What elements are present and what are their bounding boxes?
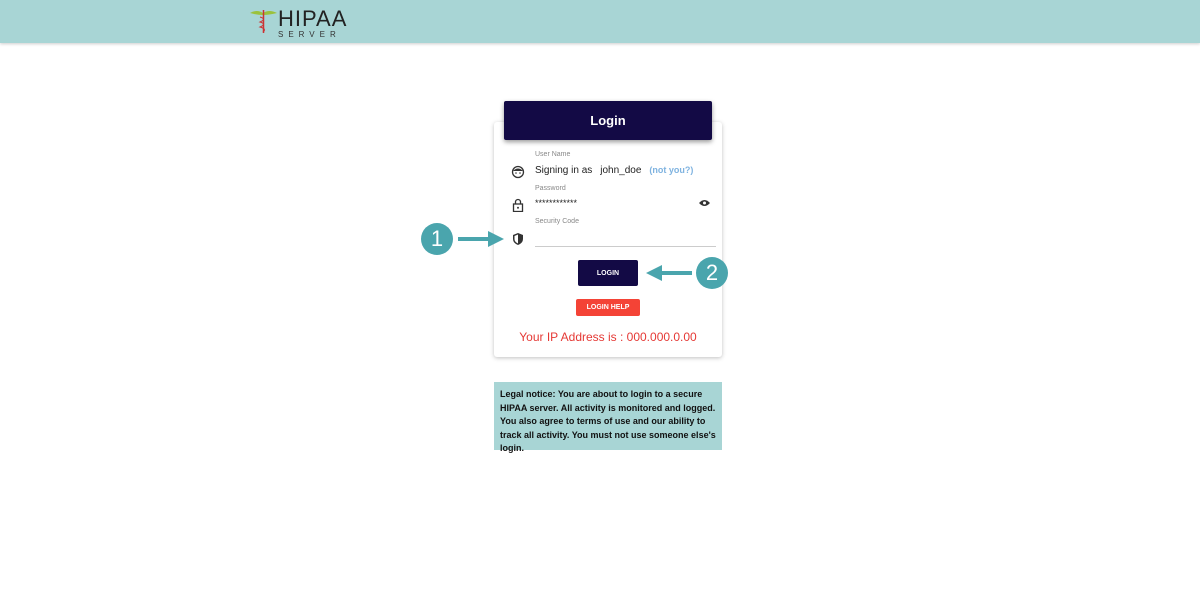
arrow-left-icon: [646, 264, 692, 282]
not-you-link[interactable]: (not you?): [649, 165, 694, 175]
login-button[interactable]: LOGIN: [578, 260, 638, 286]
security-code-underline: [535, 246, 716, 247]
annotation-badge-1: 1: [421, 223, 453, 255]
logo-title: HIPAA: [278, 6, 348, 31]
arrow-right-icon: [458, 230, 504, 248]
signing-in-as-label: Signing in as: [535, 165, 593, 176]
lock-icon: [511, 198, 525, 212]
user-face-icon: [511, 165, 525, 179]
password-label: Password: [535, 185, 566, 192]
annotation-badge-2: 2: [696, 257, 728, 289]
eye-icon[interactable]: [699, 199, 710, 207]
login-help-button[interactable]: LOGIN HELP: [576, 299, 640, 316]
signed-in-user-row: [535, 164, 693, 177]
security-code-label: Security Code: [535, 218, 579, 225]
password-field[interactable]: ************: [535, 198, 578, 208]
logo-subtitle: SERVER: [278, 30, 341, 39]
ip-address-text: Your IP Address is : 000.000.0.00: [519, 330, 697, 344]
username-value: john_doe: [600, 165, 642, 176]
top-bar: [0, 0, 1200, 43]
caduceus-icon: [250, 7, 278, 33]
legal-notice: Legal notice: You are about to login to a secure HIPAA server. All activity is monitored and logged. You also agree to terms of use and our ability to track all activity. You must not use someone else's login.: [494, 382, 722, 450]
shield-icon: [511, 232, 525, 246]
login-title: Login: [504, 101, 712, 140]
logo[interactable]: [250, 7, 347, 39]
security-code-input[interactable]: [535, 231, 716, 245]
username-label: User Name: [535, 151, 571, 158]
